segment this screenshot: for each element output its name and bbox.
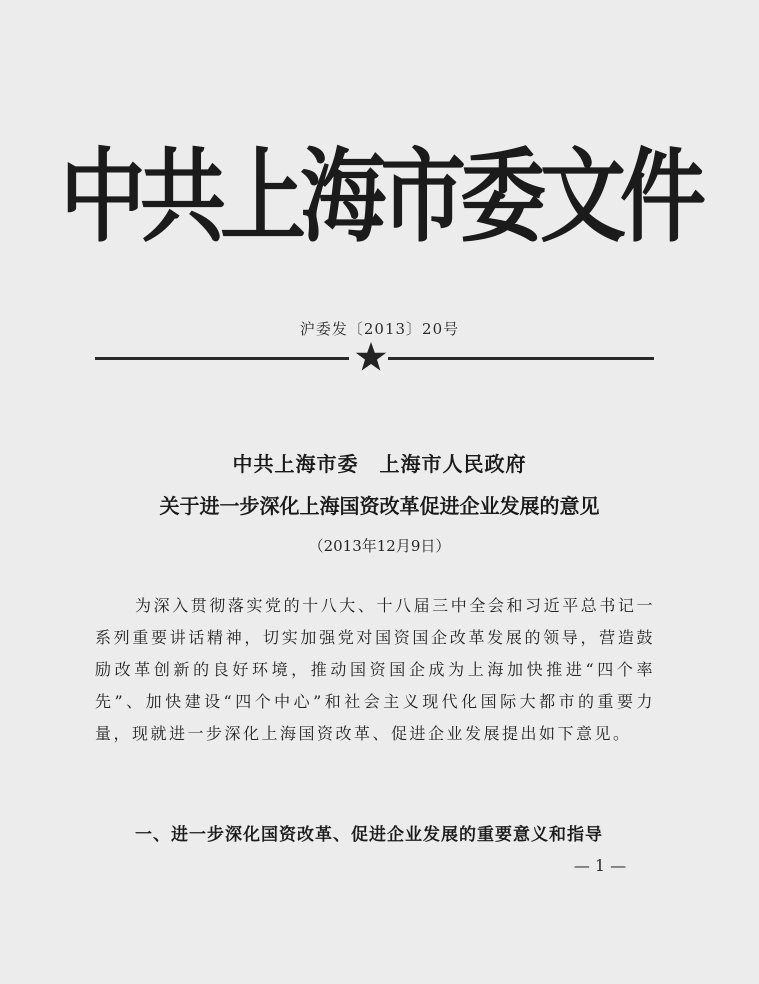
document-number: 沪委发〔2013〕20号	[299, 320, 460, 338]
star-icon	[355, 341, 387, 373]
page-number: — 1 —	[573, 856, 627, 875]
separator-line-right	[388, 357, 654, 360]
intro-paragraph: 为深入贯彻落实党的十八大、十八届三中全会和习近平总书记一系列重要讲话精神，切实加强党对国资国企改革发展的领导，营造鼓励改革创新的良好环境，推动国资国企成为上海加快推进“四个率先”、加快建设“四个中心”和社会主义现代化国际大都市的重要力量，现就进一步深化上海国资改革、促进企业发展提出如下意见。	[95, 596, 655, 743]
section-heading: 一、进一步深化国资改革、促进企业发展的重要意义和指导	[135, 825, 603, 845]
document-date: （2013年12月9日）	[308, 537, 451, 555]
document-title: 关于进一步深化上海国资改革促进企业发展的意见	[159, 494, 600, 518]
masthead-title: 中共上海市委文件	[60, 139, 700, 257]
separator-line-left	[95, 357, 349, 360]
issuer-title: 中共上海市委 上海市人民政府	[232, 452, 527, 476]
